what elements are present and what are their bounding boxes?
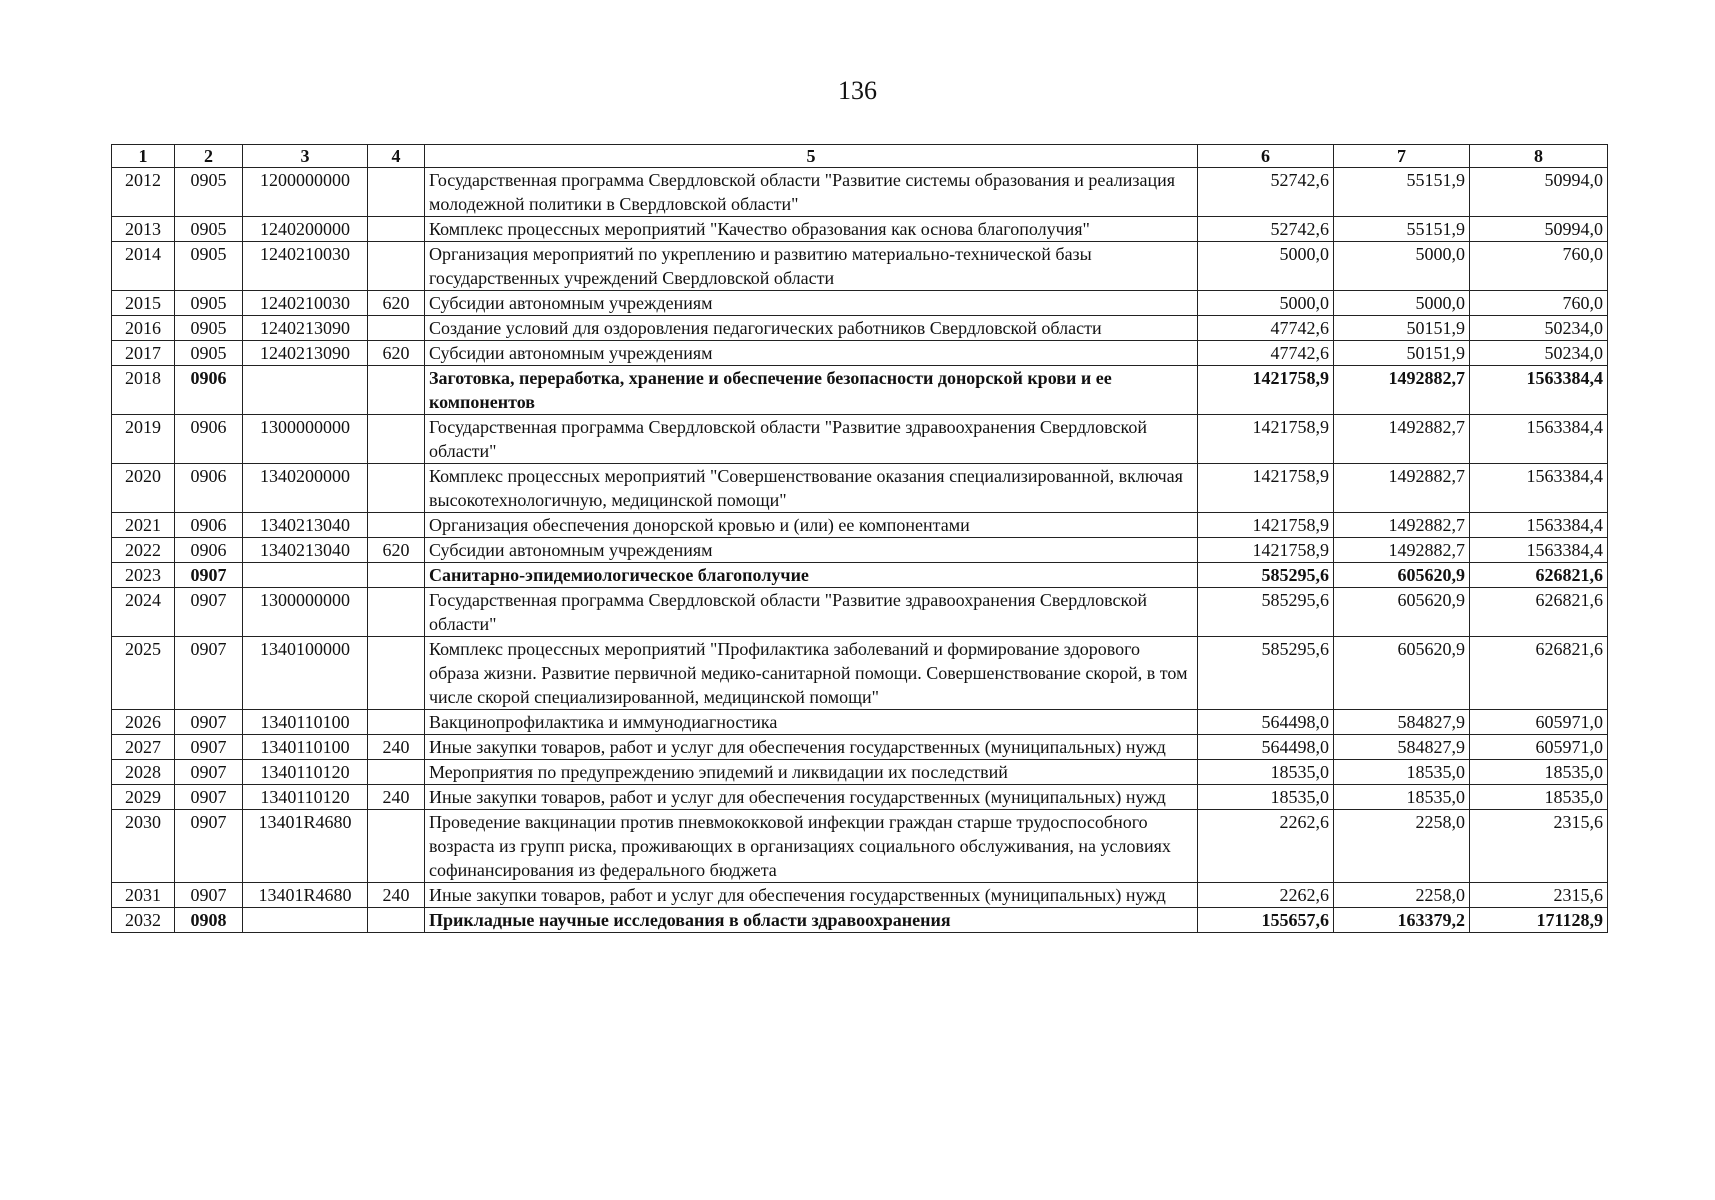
header-col-2: 2 [175, 145, 243, 168]
expense-type-cell [368, 760, 425, 785]
amount-col-8-cell: 1563384,4 [1470, 513, 1608, 538]
row-number-cell: 2028 [112, 760, 175, 785]
table-row [112, 366, 1608, 415]
amount-col-8-cell: 50994,0 [1470, 217, 1608, 242]
amount-col-7-cell: 18535,0 [1334, 785, 1470, 810]
section-code-cell: 0905 [175, 341, 243, 366]
item-name-cell: Иные закупки товаров, работ и услуг для обеспечения государственных (муниципальных) нужд [425, 785, 1198, 810]
expense-type-cell [368, 513, 425, 538]
table-row [112, 316, 1608, 341]
section-code-cell: 0907 [175, 760, 243, 785]
expense-type-cell [368, 710, 425, 735]
header-col-5: 5 [425, 145, 1198, 168]
amount-col-8-cell: 760,0 [1470, 291, 1608, 316]
row-number-cell: 2023 [112, 563, 175, 588]
amount-col-6-cell: 52742,6 [1198, 168, 1334, 217]
row-number-cell: 2024 [112, 588, 175, 637]
amount-col-6-cell: 1421758,9 [1198, 415, 1334, 464]
table-row [112, 415, 1608, 464]
row-number-cell: 2020 [112, 464, 175, 513]
table-row [112, 341, 1608, 366]
table-header [112, 145, 1608, 168]
expense-type-cell [368, 464, 425, 513]
amount-col-7-cell: 2258,0 [1334, 883, 1470, 908]
section-code-cell: 0905 [175, 168, 243, 217]
row-number-cell: 2030 [112, 810, 175, 883]
target-article-cell [243, 563, 368, 588]
amount-col-6-cell: 18535,0 [1198, 785, 1334, 810]
expense-type-cell: 240 [368, 785, 425, 810]
header-col-6: 6 [1198, 145, 1334, 168]
target-article-cell: 1340213040 [243, 538, 368, 563]
header-col-3: 3 [243, 145, 368, 168]
amount-col-7-cell: 605620,9 [1334, 588, 1470, 637]
expense-type-cell: 620 [368, 538, 425, 563]
amount-col-6-cell: 1421758,9 [1198, 513, 1334, 538]
amount-col-6-cell: 47742,6 [1198, 316, 1334, 341]
expense-type-cell [368, 588, 425, 637]
target-article-cell: 1340110120 [243, 785, 368, 810]
amount-col-6-cell: 2262,6 [1198, 883, 1334, 908]
amount-col-8-cell: 50234,0 [1470, 316, 1608, 341]
section-code-cell: 0906 [175, 464, 243, 513]
amount-col-6-cell: 585295,6 [1198, 563, 1334, 588]
target-article-cell [243, 908, 368, 933]
expense-type-cell: 240 [368, 883, 425, 908]
target-article-cell: 13401R4680 [243, 810, 368, 883]
item-name-cell: Иные закупки товаров, работ и услуг для обеспечения государственных (муниципальных) нужд [425, 883, 1198, 908]
item-name-cell: Организация обеспечения донорской кровью и (или) ее компонентами [425, 513, 1198, 538]
amount-col-7-cell: 163379,2 [1334, 908, 1470, 933]
header-col-4: 4 [368, 145, 425, 168]
table-row [112, 291, 1608, 316]
expense-type-cell: 620 [368, 291, 425, 316]
section-code-cell: 0905 [175, 316, 243, 341]
table-row [112, 637, 1608, 710]
expense-type-cell [368, 217, 425, 242]
amount-col-8-cell: 1563384,4 [1470, 366, 1608, 415]
row-number-cell: 2019 [112, 415, 175, 464]
table-row [112, 735, 1608, 760]
table-row [112, 563, 1608, 588]
amount-col-7-cell: 1492882,7 [1334, 366, 1470, 415]
item-name-cell: Санитарно-эпидемиологическое благополучие [425, 563, 1198, 588]
amount-col-6-cell: 585295,6 [1198, 588, 1334, 637]
amount-col-7-cell: 1492882,7 [1334, 415, 1470, 464]
amount-col-8-cell: 50234,0 [1470, 341, 1608, 366]
amount-col-6-cell: 155657,6 [1198, 908, 1334, 933]
amount-col-6-cell: 47742,6 [1198, 341, 1334, 366]
section-code-cell: 0907 [175, 710, 243, 735]
section-code-cell: 0906 [175, 513, 243, 538]
amount-col-8-cell: 760,0 [1470, 242, 1608, 291]
amount-col-8-cell: 18535,0 [1470, 760, 1608, 785]
row-number-cell: 2015 [112, 291, 175, 316]
table-row [112, 464, 1608, 513]
amount-col-6-cell: 2262,6 [1198, 810, 1334, 883]
table-row [112, 513, 1608, 538]
amount-col-8-cell: 1563384,4 [1470, 464, 1608, 513]
amount-col-7-cell: 5000,0 [1334, 291, 1470, 316]
section-code-cell: 0905 [175, 242, 243, 291]
expense-type-cell [368, 366, 425, 415]
table-row [112, 168, 1608, 217]
amount-col-8-cell: 626821,6 [1470, 588, 1608, 637]
section-code-cell: 0906 [175, 415, 243, 464]
section-code-cell: 0905 [175, 291, 243, 316]
section-code-cell: 0905 [175, 217, 243, 242]
amount-col-7-cell: 605620,9 [1334, 563, 1470, 588]
amount-col-6-cell: 1421758,9 [1198, 366, 1334, 415]
target-article-cell: 1340100000 [243, 637, 368, 710]
item-name-cell: Субсидии автономным учреждениям [425, 291, 1198, 316]
table-row [112, 588, 1608, 637]
amount-col-8-cell: 605971,0 [1470, 710, 1608, 735]
section-code-cell: 0907 [175, 735, 243, 760]
header-col-1: 1 [112, 145, 175, 168]
item-name-cell: Государственная программа Свердловской области "Развитие здравоохранения Свердловской области" [425, 588, 1198, 637]
item-name-cell: Вакцинопрофилактика и иммунодиагностика [425, 710, 1198, 735]
table-row [112, 710, 1608, 735]
amount-col-7-cell: 50151,9 [1334, 316, 1470, 341]
target-article-cell: 1240213090 [243, 341, 368, 366]
row-number-cell: 2013 [112, 217, 175, 242]
target-article-cell: 1240213090 [243, 316, 368, 341]
amount-col-6-cell: 564498,0 [1198, 710, 1334, 735]
table-row [112, 785, 1608, 810]
amount-col-7-cell: 1492882,7 [1334, 464, 1470, 513]
header-row [112, 145, 1608, 168]
page-number: 136 [838, 76, 877, 105]
amount-col-8-cell: 605971,0 [1470, 735, 1608, 760]
amount-col-7-cell: 50151,9 [1334, 341, 1470, 366]
amount-col-8-cell: 1563384,4 [1470, 415, 1608, 464]
target-article-cell: 1340110120 [243, 760, 368, 785]
row-number-cell: 2016 [112, 316, 175, 341]
amount-col-7-cell: 1492882,7 [1334, 538, 1470, 563]
table-row [112, 538, 1608, 563]
amount-col-7-cell: 605620,9 [1334, 637, 1470, 710]
item-name-cell: Комплекс процессных мероприятий "Профилактика заболеваний и формирование здорового образа жизни. Развитие первичной медико-санитарной помощи. Совершенствование скорой, в том числе скорой специализированной, медицинской помощи" [425, 637, 1198, 710]
item-name-cell: Иные закупки товаров, работ и услуг для обеспечения государственных (муниципальных) нужд [425, 735, 1198, 760]
amount-col-8-cell: 1563384,4 [1470, 538, 1608, 563]
amount-col-8-cell: 626821,6 [1470, 563, 1608, 588]
item-name-cell: Государственная программа Свердловской области "Развитие системы образования и реализация молодежной политики в Свердловской области" [425, 168, 1198, 217]
table-row [112, 883, 1608, 908]
amount-col-7-cell: 584827,9 [1334, 735, 1470, 760]
expense-type-cell [368, 637, 425, 710]
item-name-cell: Государственная программа Свердловской области "Развитие здравоохранения Свердловской области" [425, 415, 1198, 464]
section-code-cell: 0908 [175, 908, 243, 933]
amount-col-6-cell: 18535,0 [1198, 760, 1334, 785]
amount-col-8-cell: 2315,6 [1470, 883, 1608, 908]
expense-type-cell [368, 810, 425, 883]
table-row [112, 760, 1608, 785]
target-article-cell: 1300000000 [243, 415, 368, 464]
expense-type-cell: 620 [368, 341, 425, 366]
budget-table [111, 144, 1608, 933]
expense-type-cell [368, 563, 425, 588]
item-name-cell: Прикладные научные исследования в области здравоохранения [425, 908, 1198, 933]
amount-col-6-cell: 1421758,9 [1198, 464, 1334, 513]
row-number-cell: 2021 [112, 513, 175, 538]
amount-col-6-cell: 585295,6 [1198, 637, 1334, 710]
expense-type-cell: 240 [368, 735, 425, 760]
amount-col-8-cell: 626821,6 [1470, 637, 1608, 710]
section-code-cell: 0907 [175, 637, 243, 710]
expense-type-cell [368, 242, 425, 291]
row-number-cell: 2022 [112, 538, 175, 563]
target-article-cell: 1240210030 [243, 291, 368, 316]
expense-type-cell [368, 415, 425, 464]
row-number-cell: 2012 [112, 168, 175, 217]
target-article-cell [243, 366, 368, 415]
row-number-cell: 2032 [112, 908, 175, 933]
amount-col-6-cell: 5000,0 [1198, 291, 1334, 316]
amount-col-7-cell: 584827,9 [1334, 710, 1470, 735]
row-number-cell: 2031 [112, 883, 175, 908]
amount-col-7-cell: 55151,9 [1334, 217, 1470, 242]
table-row [112, 810, 1608, 883]
target-article-cell: 1240210030 [243, 242, 368, 291]
target-article-cell: 1240200000 [243, 217, 368, 242]
expense-type-cell [368, 908, 425, 933]
table-row [112, 908, 1608, 933]
target-article-cell: 13401R4680 [243, 883, 368, 908]
amount-col-7-cell: 5000,0 [1334, 242, 1470, 291]
item-name-cell: Организация мероприятий по укреплению и развитию материально-технической базы государственных учреждений Свердловской области [425, 242, 1198, 291]
section-code-cell: 0907 [175, 588, 243, 637]
row-number-cell: 2018 [112, 366, 175, 415]
amount-col-6-cell: 1421758,9 [1198, 538, 1334, 563]
amount-col-8-cell: 18535,0 [1470, 785, 1608, 810]
section-code-cell: 0906 [175, 366, 243, 415]
item-name-cell: Субсидии автономным учреждениям [425, 341, 1198, 366]
header-col-8: 8 [1470, 145, 1608, 168]
item-name-cell: Создание условий для оздоровления педагогических работников Свердловской области [425, 316, 1198, 341]
target-article-cell: 1340213040 [243, 513, 368, 538]
row-number-cell: 2014 [112, 242, 175, 291]
amount-col-8-cell: 50994,0 [1470, 168, 1608, 217]
table-row [112, 217, 1608, 242]
target-article-cell: 1300000000 [243, 588, 368, 637]
section-code-cell: 0907 [175, 810, 243, 883]
section-code-cell: 0907 [175, 563, 243, 588]
item-name-cell: Мероприятия по предупреждению эпидемий и ликвидации их последствий [425, 760, 1198, 785]
expense-type-cell [368, 168, 425, 217]
row-number-cell: 2029 [112, 785, 175, 810]
table-body [112, 168, 1608, 933]
expense-type-cell [368, 316, 425, 341]
amount-col-7-cell: 1492882,7 [1334, 513, 1470, 538]
section-code-cell: 0907 [175, 883, 243, 908]
target-article-cell: 1340200000 [243, 464, 368, 513]
row-number-cell: 2027 [112, 735, 175, 760]
item-name-cell: Комплекс процессных мероприятий "Качество образования как основа благополучия" [425, 217, 1198, 242]
item-name-cell: Субсидии автономным учреждениям [425, 538, 1198, 563]
item-name-cell: Заготовка, переработка, хранение и обеспечение безопасности донорской крови и ее компонентов [425, 366, 1198, 415]
amount-col-6-cell: 52742,6 [1198, 217, 1334, 242]
item-name-cell: Проведение вакцинации против пневмококковой инфекции граждан старше трудоспособного возраста из групп риска, проживающих в организациях социального обслуживания, на условиях софинансирования из федерального бюджета [425, 810, 1198, 883]
amount-col-7-cell: 2258,0 [1334, 810, 1470, 883]
target-article-cell: 1200000000 [243, 168, 368, 217]
amount-col-6-cell: 564498,0 [1198, 735, 1334, 760]
amount-col-8-cell: 171128,9 [1470, 908, 1608, 933]
row-number-cell: 2025 [112, 637, 175, 710]
amount-col-6-cell: 5000,0 [1198, 242, 1334, 291]
section-code-cell: 0907 [175, 785, 243, 810]
amount-col-8-cell: 2315,6 [1470, 810, 1608, 883]
target-article-cell: 1340110100 [243, 735, 368, 760]
item-name-cell: Комплекс процессных мероприятий "Совершенствование оказания специализированной, включая высокотехнологичную, медицинской помощи" [425, 464, 1198, 513]
amount-col-7-cell: 18535,0 [1334, 760, 1470, 785]
table-row [112, 242, 1608, 291]
amount-col-7-cell: 55151,9 [1334, 168, 1470, 217]
row-number-cell: 2017 [112, 341, 175, 366]
row-number-cell: 2026 [112, 710, 175, 735]
header-col-7: 7 [1334, 145, 1470, 168]
section-code-cell: 0906 [175, 538, 243, 563]
target-article-cell: 1340110100 [243, 710, 368, 735]
